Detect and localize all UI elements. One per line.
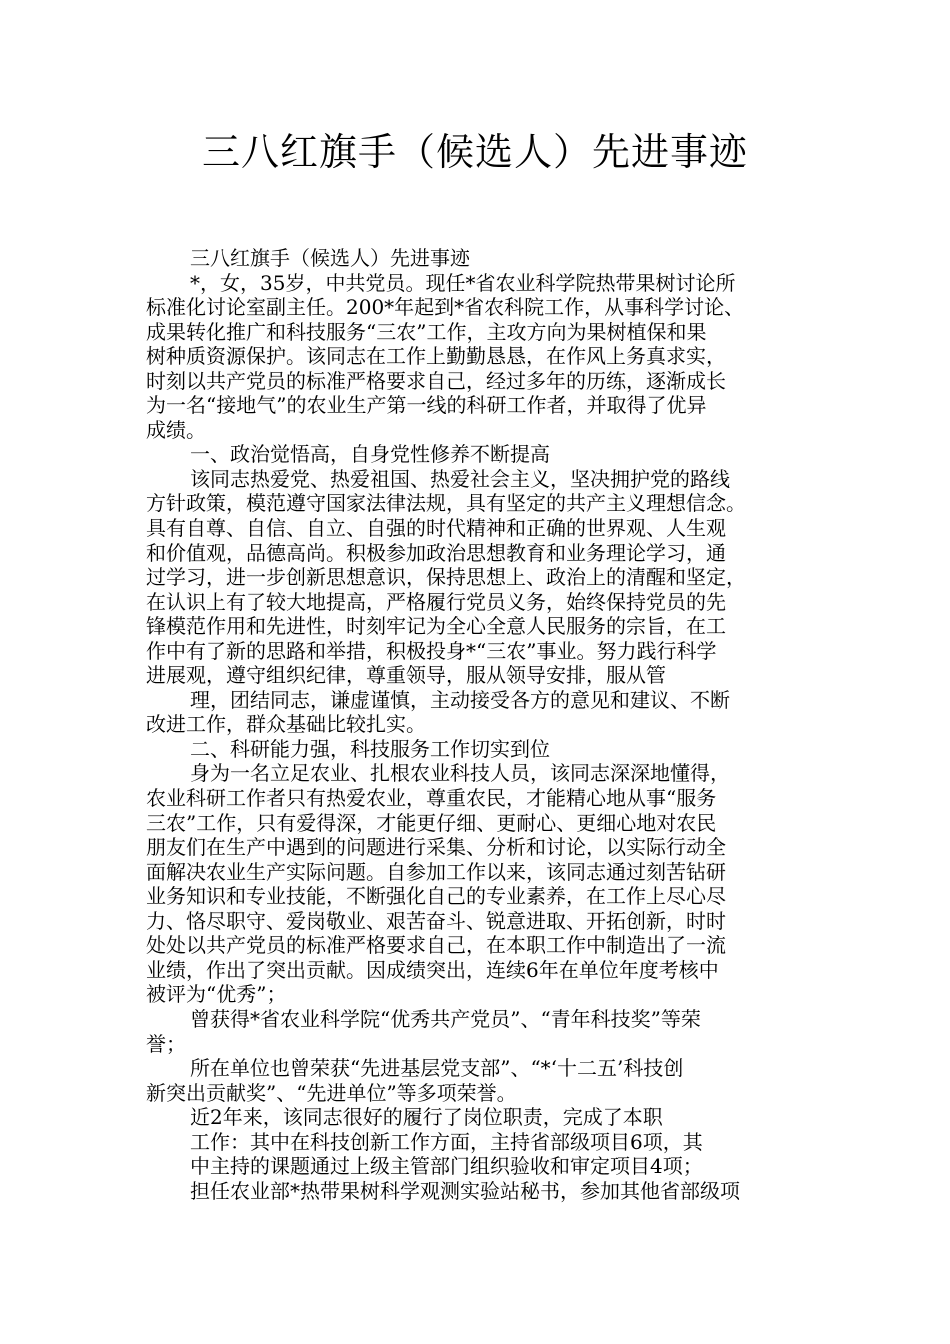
text-line: 力、恪尽职守、爱岗敬业、艰苦奋斗、锐意进取、开拓创新，时时 (146, 908, 726, 933)
text-line: 面解决农业生产实际问题。自参加工作以来，该同志通过刻苦钻研 (146, 859, 726, 884)
text-line: 所在单位也曾荣获“先进基层党支部”、“*‘十二五’科技创 (190, 1056, 684, 1081)
text-line: 具有自尊、自信、自立、自强的时代精神和正确的世界观、人生观 (146, 516, 726, 541)
text-line: 时刻以共产党员的标准严格要求自己，经过多年的历练，逐渐成长 (146, 368, 726, 393)
text-line: 该同志热爱党、热爱祖国、热爱社会主义，坚决拥护党的路线 (190, 466, 730, 491)
text-line: 作中有了新的思路和举措，积极投身*“三农”事业。努力践行科学 (146, 638, 717, 663)
text-line: 一、政治觉悟高，自身党性修养不断提高 (190, 442, 550, 467)
text-line: 新突出贡献奖”、“先进单位”等多项荣誉。 (146, 1080, 517, 1105)
text-line: 方针政策，模范遵守国家法律法规，具有坚定的共产主义理想信念。 (146, 491, 746, 516)
text-line: 二、科研能力强，科技服务工作切实到位 (190, 736, 550, 761)
text-line: 业务知识和专业技能，不断强化自己的专业素养，在工作上尽心尽 (146, 884, 726, 909)
text-line: 身为一名立足农业、扎根农业科技人员，该同志深深地懂得， (190, 761, 730, 786)
text-line: 担任农业部*热带果树科学观测实验站秘书，参加其他省部级项 (190, 1178, 740, 1203)
document-body (146, 246, 826, 1203)
text-line: 标准化讨论室副主任。200*年起到*省农科院工作，从事科学讨论、 (146, 295, 745, 320)
text-line: 工作：其中在科技创新工作方面，主持省部级项目6项，其 (190, 1129, 703, 1154)
text-line: *，女，35岁，中共党员。现任*省农业科学院热带果树讨论所 (190, 270, 736, 295)
text-line: 在认识上有了较大地提高，严格履行党员义务，始终保持党员的先 (146, 589, 726, 614)
text-line: 中主持的课题通过上级主管部门组织验收和审定项目4项； (190, 1154, 703, 1179)
text-line: 成果转化推广和科技服务“三农”工作，主攻方向为果树植保和果 (146, 319, 707, 344)
text-line: 理，团结同志，谦虚谨慎，主动接受各方的意见和建议、不断 (190, 687, 730, 712)
text-line: 誉； (146, 1031, 186, 1056)
text-line: 曾获得*省农业科学院“优秀共产党员”、“青年科技奖”等荣 (190, 1006, 701, 1031)
text-line: 近2年来，该同志很好的履行了岗位职责，完成了本职 (190, 1105, 663, 1130)
text-line: 朋友们在生产中遇到的问题进行采集、分析和讨论，以实际行动全 (146, 835, 726, 860)
text-line: 业绩，作出了突出贡献。因成绩突出，连续6年在单位年度考核中 (146, 957, 719, 982)
text-line: 和价值观，品德高尚。积极参加政治思想教育和业务理论学习，通 (146, 540, 726, 565)
text-line: 三农”工作，只有爱得深，才能更仔细、更耐心、更细心地对农民 (146, 810, 717, 835)
text-line: 为一名“接地气”的农业生产第一线的科研工作者，并取得了优异 (146, 393, 707, 418)
document-title: 三八红旗手（候选人）先进事迹 (201, 130, 748, 174)
text-line: 锋模范作用和先进性，时刻牢记为全心全意人民服务的宗旨，在工 (146, 614, 726, 639)
text-line: 进展观，遵守组织纪律，尊重领导，服从领导安排，服从管 (146, 663, 666, 688)
text-line: 成绩。 (146, 417, 206, 442)
text-line: 处处以共产党员的标准严格要求自己，在本职工作中制造出了一流 (146, 933, 726, 958)
text-line: 改进工作，群众基础比较扎实。 (146, 712, 426, 737)
text-line: 农业科研工作者只有热爱农业，尊重农民，才能精心地从事“服务 (146, 786, 717, 811)
text-line: 树种质资源保护。该同志在工作上勤勤恳恳，在作风上务真求实， (146, 344, 726, 369)
text-line: 三八红旗手（候选人）先进事迹 (190, 246, 470, 270)
text-line: 过学习，进一步创新思想意识，保持思想上、政治上的清醒和坚定， (146, 565, 746, 590)
text-line: 被评为“优秀”； (146, 982, 287, 1007)
